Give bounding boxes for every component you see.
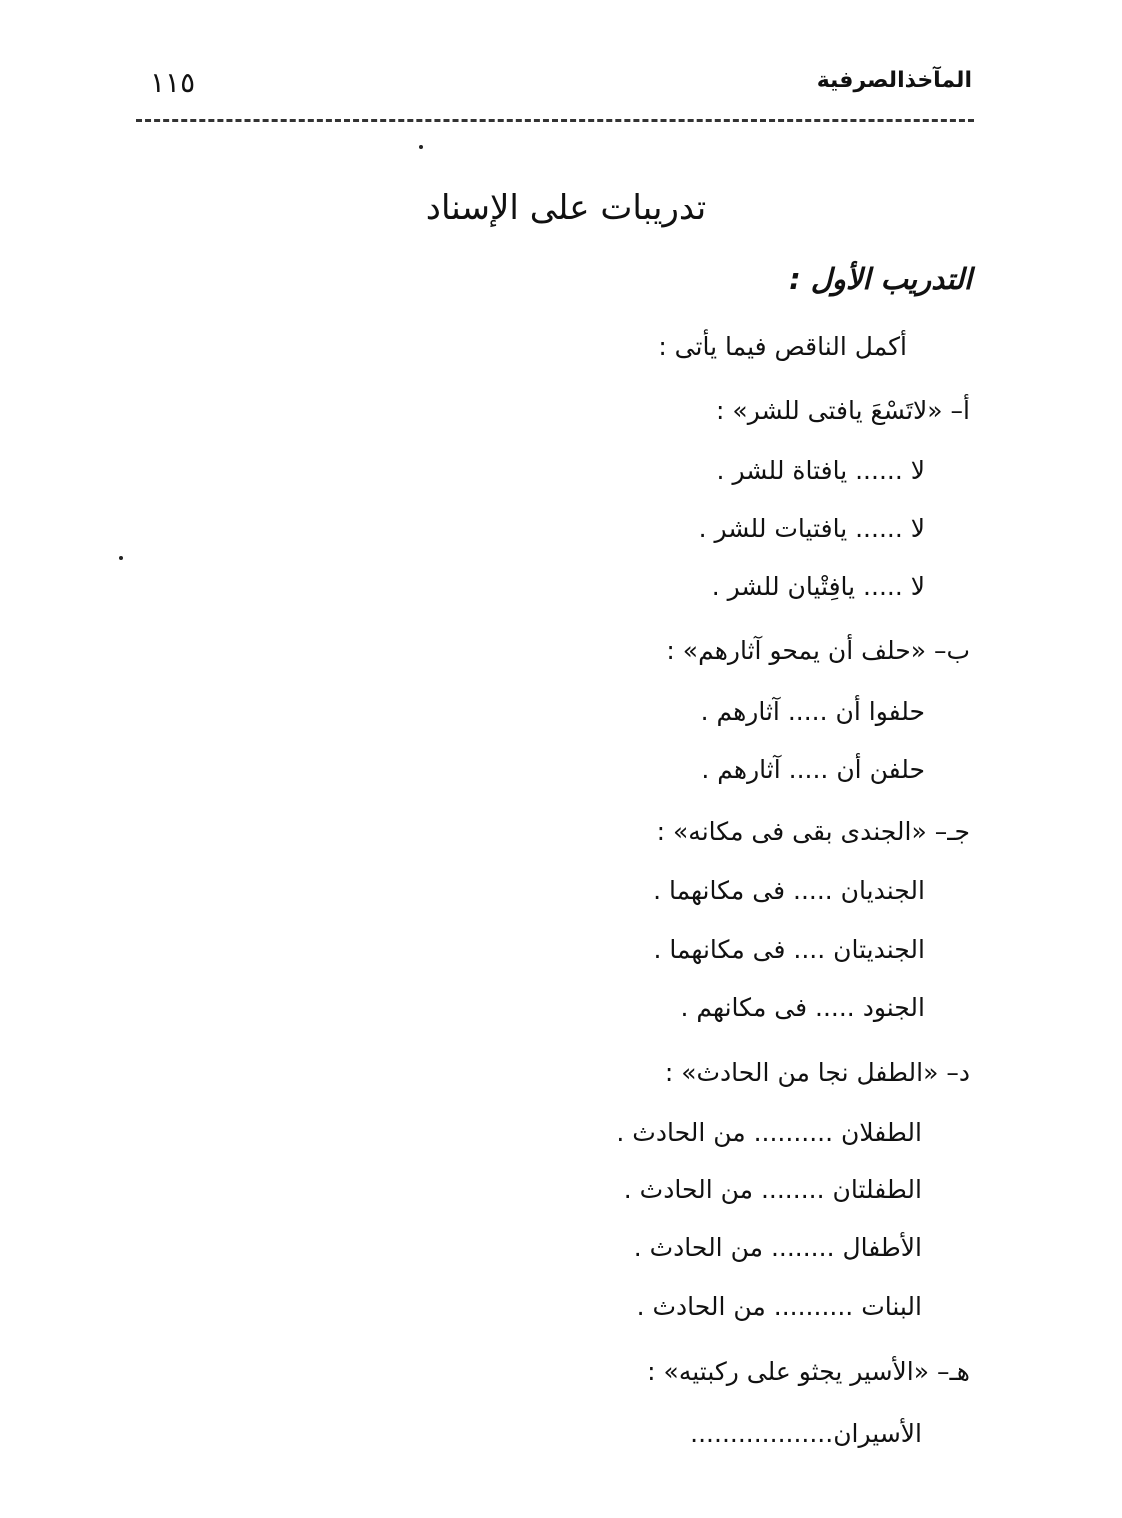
answer-line: حلفوا أن ..... آثارهم . bbox=[700, 697, 925, 726]
answer-line: لا ...... يافتيات للشر . bbox=[698, 514, 925, 543]
answer-line: الجنديتان .... فى مكانهما . bbox=[653, 935, 925, 964]
answer-line: لا ..... يافِتْيان للشر . bbox=[711, 572, 925, 601]
header-divider bbox=[136, 119, 974, 122]
answer-line: الطفلان .......... من الحادث . bbox=[616, 1118, 922, 1147]
answer-line: الجنديان ..... فى مكانهما . bbox=[653, 876, 925, 905]
answer-line: الأطفال ........ من الحادث . bbox=[633, 1233, 922, 1262]
answer-line: لا ...... يافتاة للشر . bbox=[716, 456, 925, 485]
answer-line: الأسيران.................. bbox=[690, 1419, 922, 1448]
exercise-instruction: أكمل الناقص فيما يأتى : bbox=[658, 332, 907, 361]
prompt-line: أ– «لاتَسْعَ يافتى للشر» : bbox=[716, 396, 970, 425]
page-number: ١١٥ bbox=[150, 66, 196, 99]
prompt-line: ب– «حلف أن يمحو آثارهم» : bbox=[666, 636, 970, 665]
stray-dot bbox=[119, 556, 123, 560]
exercise-heading: التدريب الأول : bbox=[789, 262, 972, 296]
prompt-line: د– «الطفل نجا من الحادث» : bbox=[664, 1058, 970, 1087]
stray-dot bbox=[419, 145, 423, 149]
running-header-title: المآخذالصرفية bbox=[816, 68, 972, 93]
page-title: تدريبات على الإسناد bbox=[425, 188, 707, 228]
answer-line: البنات .......... من الحادث . bbox=[636, 1292, 922, 1321]
answer-line: الطفلتان ........ من الحادث . bbox=[623, 1175, 922, 1204]
answer-line: الجنود ..... فى مكانهم . bbox=[680, 993, 925, 1022]
answer-line: حلفن أن ..... آثارهم . bbox=[701, 755, 925, 784]
prompt-line: جـ– «الجندى بقى فى مكانه» : bbox=[656, 817, 970, 846]
prompt-line: هـ– «الأسير يجثو على ركبتيه» : bbox=[647, 1357, 970, 1386]
